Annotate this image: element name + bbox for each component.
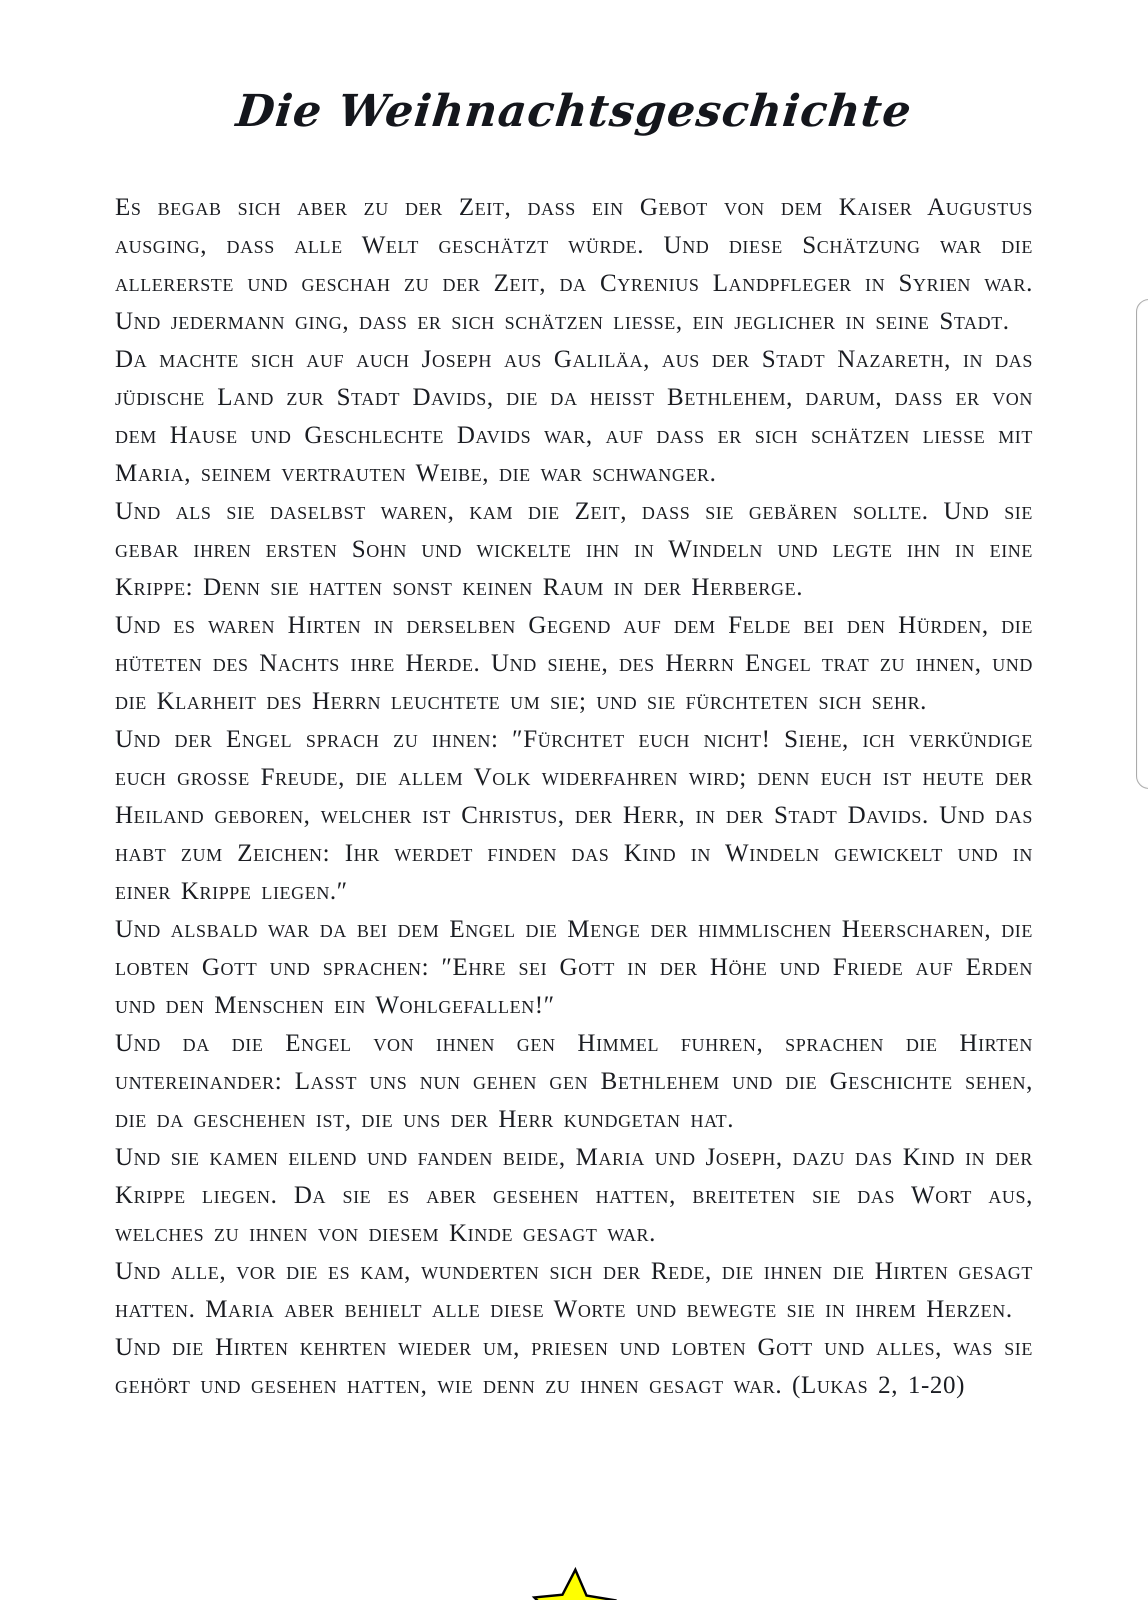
story-paragraph: Da machte sich auf auch Joseph aus Galiläa, aus der Stadt Nazareth, in das jüdische Land zur Stadt Davids, die da heisst Bethlehem, darum, dass er von dem Hause und Geschlechte Davids war, auf dass er sich schätzen liesse mit Maria, seinem vertrauten Weibe, die war schwanger.: [115, 346, 1033, 487]
scroll-indicator[interactable]: [1136, 299, 1148, 789]
story-text: [115, 189, 1033, 1405]
story-paragraph: Und sie kamen eilend und fanden beide, Maria und Joseph, dazu das Kind in der Krippe liegen. Da sie es aber gesehen hatten, breiteten sie das Wort aus, welches zu ihnen von diesem Kinde gesagt war.: [115, 1144, 1033, 1247]
star-icon: [526, 1564, 623, 1600]
document-page: [0, 86, 1148, 1600]
story-paragraph: Und die Hirten kehrten wieder um, priesen und lobten Gott und alles, was sie gehört und gesehen hatten, wie denn zu ihnen gesagt war. (Lukas 2, 1-20): [115, 1334, 1033, 1399]
story-paragraph: Und alle, vor die es kam, wunderten sich der Rede, die ihnen die Hirten gesagt hatten. Maria aber behielt alle diese Worte und bewegte sie in ihrem Herzen.: [115, 1258, 1033, 1323]
star-shape: [533, 1568, 616, 1600]
story-paragraph: Und der Engel sprach zu ihnen: ″Fürchtet euch nicht! Siehe, ich verkündige euch grosse Freude, die allem Volk widerfahren wird; denn euch ist heute der Heiland geboren, welcher ist Christus, der Herr, in der Stadt Davids. Und das habt zum Zeichen: Ihr werdet finden das Kind in Windeln gewickelt und in einer Krippe liegen.″: [115, 726, 1033, 905]
page-title: Die Weihnachtsgeschichte: [233, 86, 915, 137]
story-paragraph: Es begab sich aber zu der Zeit, dass ein Gebot von dem Kaiser Augustus ausging, dass alle Welt geschätzt würde. Und diese Schätzung war die allererste und geschah zu der Zeit, da Cyrenius Landpfleger in Syrien war. Und jedermann ging, dass er sich schätzen liesse, ein jeglicher in seine Stadt.: [115, 194, 1033, 335]
story-paragraph: Und alsbald war da bei dem Engel die Menge der himmlischen Heerscharen, die lobten Gott und sprachen: ″Ehre sei Gott in der Höhe und Friede auf Erden und den Menschen ein Wohlgefallen!″: [115, 916, 1033, 1019]
story-paragraph: Und da die Engel von ihnen gen Himmel fuhren, sprachen die Hirten untereinander: Lasst uns nun gehen gen Bethlehem und die Geschichte sehen, die da geschehen ist, die uns der Herr kundgetan hat.: [115, 1030, 1033, 1133]
story-paragraph: Und als sie daselbst waren, kam die Zeit, dass sie gebären sollte. Und sie gebar ihren ersten Sohn und wickelte ihn in Windeln und legte ihn in eine Krippe: Denn sie hatten sonst keinen Raum in der Herberge.: [115, 498, 1033, 601]
story-paragraph: Und es waren Hirten in derselben Gegend auf dem Felde bei den Hürden, die hüteten des Nachts ihre Herde. Und siehe, des Herrn Engel trat zu ihnen, und die Klarheit des Herrn leuchtete um sie; und sie fürchteten sich sehr.: [115, 612, 1033, 715]
